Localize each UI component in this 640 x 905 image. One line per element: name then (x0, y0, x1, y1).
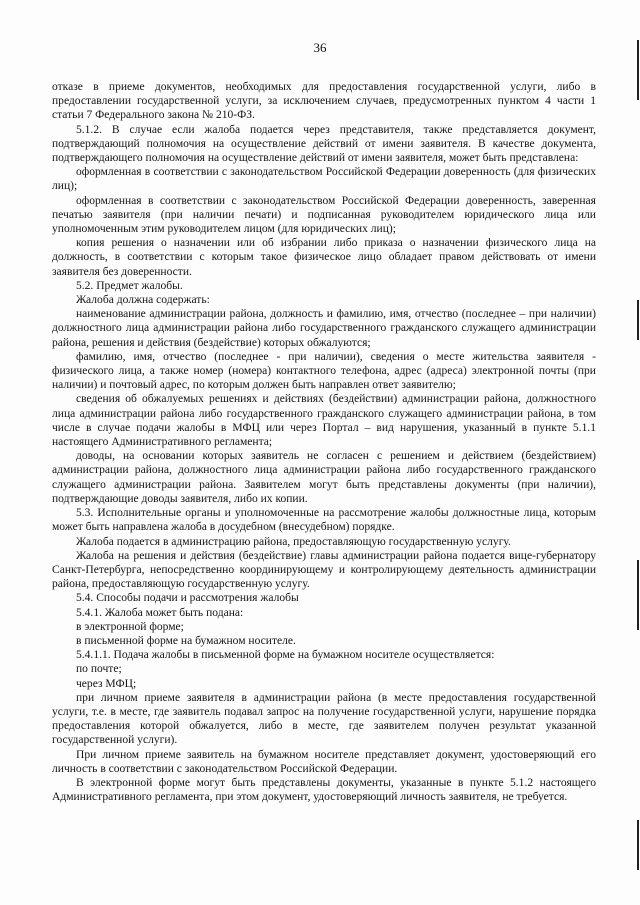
paragraph: В электронной форме могут быть представлены документы, указанные в пункте 5.1.2 настоящего Административного регламента, при этом документ, удостоверяющий личность заявителя, не требуется. (52, 776, 596, 804)
list-item: по почте; (76, 663, 122, 676)
list-item: доводы, на основании которых заявитель не согласен с решением и действием (бездействием) администрации района, должностного лица администрации района либо государственного гражданского служащего администрации района. Заявителем могут быть представлены документы (при наличии), подтверждающие доводы заявителя, либо их копии. (52, 450, 596, 505)
paragraph-5-1-2: 5.1.2. В случае если жалоба подается через представителя, также представляется документ, подтверждающий полномочия на осуществление действий от имени заявителя. В качестве документа, подтверждающего полномочия на осуществление действий от имени заявителя, может быть представлена: (52, 123, 596, 165)
list-item: оформленная в соответствии с законодательством Российской Федерации доверенность (для физических лиц); (52, 166, 596, 193)
list-item: при личном приеме заявителя в администрации района (в месте предоставления государственной услуги, т.е. в месте, где заявитель подавал запрос на получение государственной услуги, нарушение порядка предоставления которой обжалуется, либо в месте, где заявителем получен результат указанной государственной услуги). (52, 691, 596, 747)
section-heading-5-3: 5.3. Исполнительные органы и уполномоченные на рассмотрение жалобы должностные лица, которым может быть направлена жалоба в досудебном (внесудебном) порядке. (52, 507, 596, 534)
list-item: сведения об обжалуемых решениях и действиях (бездействии) администрации района, должностного лица администрации района либо государственного гражданского служащего администрации района, в том числе в случае подачи жалобы в МФЦ или через Портал – вид нарушения, указанный в пункте 5.1.1 настоящего Административного регламента; (52, 393, 596, 449)
list-item: наименование администрации района, должность и фамилию, имя, отчество (последнее – при наличии) должностного лица администрации района либо государственного гражданского служащего администрации района, решения и действия (бездействие) которых обжалуются; (52, 308, 596, 349)
paragraph: Жалоба должна содержать: (76, 294, 210, 307)
paragraph-5-4-1-1: 5.4.1.1. Подача жалобы в письменной форме на бумажном носителе осуществляется: (76, 649, 495, 662)
list-item: через МФЦ; (76, 677, 137, 690)
scan-edge-artifact (634, 0, 640, 905)
section-heading-5-2: 5.2. Предмет жалобы. (76, 279, 183, 292)
list-item: фамилию, имя, отчество (последнее - при наличии), сведения о месте жительства заявителя - физического лица, а также номер (номера) контактного телефона, адрес (адреса) электронной почты (при наличии) и почтовый адрес, по которым должен быть направлен ответ заявителю; (52, 350, 596, 392)
document-body (52, 80, 596, 804)
list-item: оформленная в соответствии с законодательством Российской Федерации доверенность, заверенная печатью заявителя (при наличии печати) и подписанная руководителем юридического лица или уполномоченным этим руководителем лицом (для юридических лиц); (52, 194, 596, 236)
paragraph: Жалоба подается в администрацию района, предоставляющую государственную услугу. (76, 535, 511, 548)
paragraph: При личном приеме заявитель на бумажном носителе представляет документ, удостоверяющий его личность в соответствии с законодательством Российской Федерации. (52, 748, 596, 775)
list-item: в письменной форме на бумажном носителе. (76, 634, 296, 647)
page-number: 36 (313, 40, 327, 55)
paragraph-continuation: отказе в приеме документов, необходимых для предоставления государственной услуги, либо в предоставлении государственной услуги, за исключением случаев, предусмотренных пунктом 4 части 1 статьи 7 Федерального закона № 210-ФЗ. (52, 81, 596, 122)
paragraph: Жалоба на решения и действия (бездействие) главы администрации района подается вице-губернатору Санкт-Петербурга, непосредственно координирующему и контролирующему деятельность администрации района, предоставляющую государственную услугу. (52, 549, 596, 591)
section-heading-5-4: 5.4. Способы подачи и рассмотрения жалобы (76, 592, 299, 605)
list-item: в электронной форме; (76, 620, 184, 633)
list-item: копия решения о назначении или об избрании либо приказа о назначении физического лица на должность, в соответствии с которым такое физическое лицо обладает правом действовать от имени заявителя без доверенности. (52, 237, 596, 278)
paragraph-5-4-1: 5.4.1. Жалоба может быть подана: (76, 606, 244, 619)
